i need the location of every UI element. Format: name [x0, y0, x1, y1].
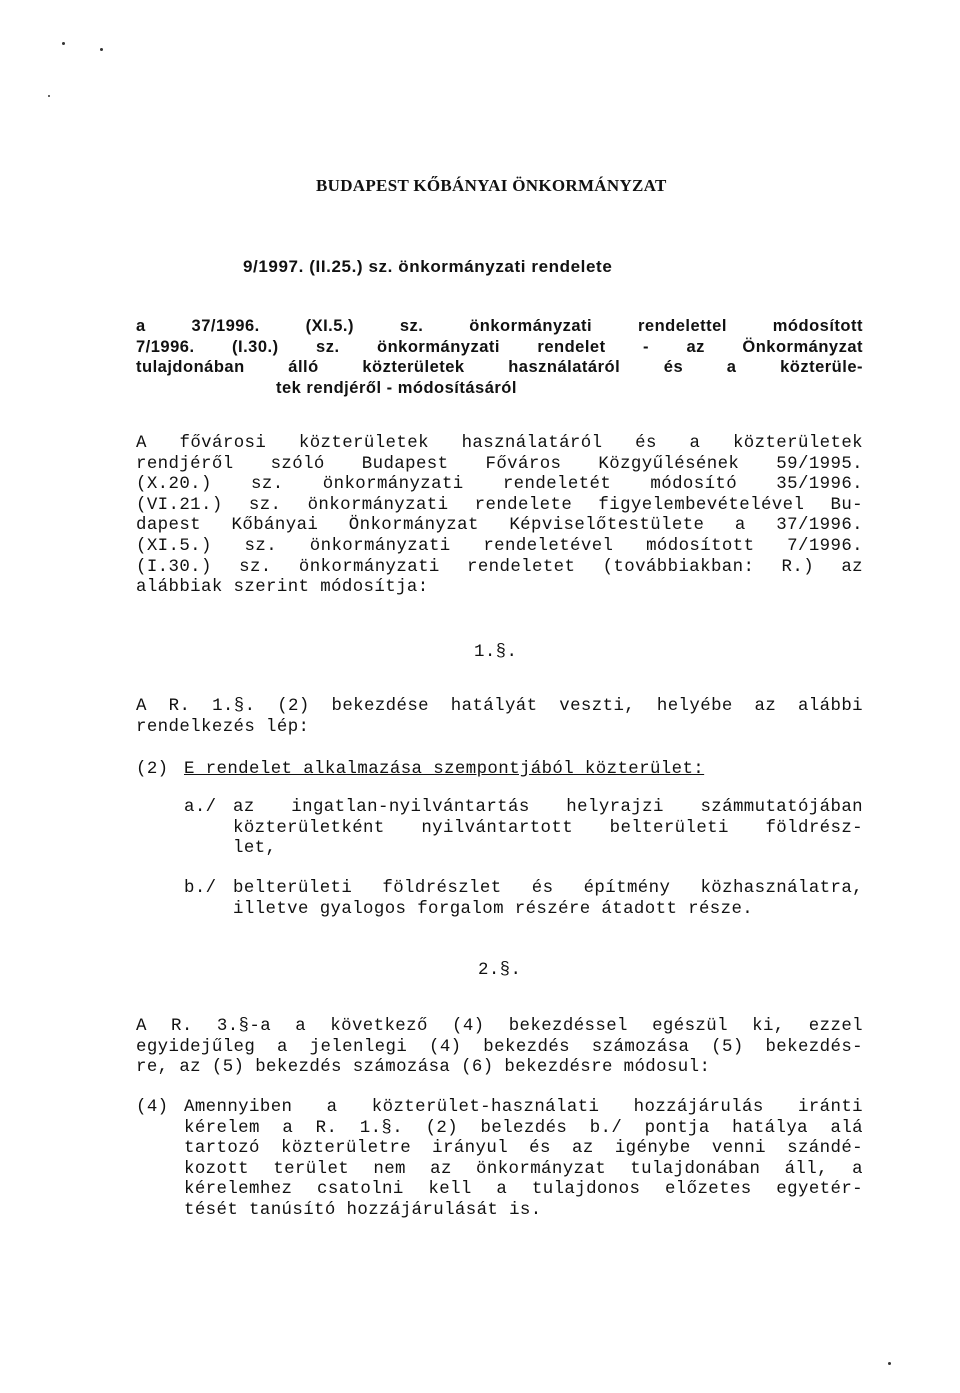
section-2-para-line: kozott terület nem az önkormányzat tulajdonában áll, a	[184, 1159, 863, 1179]
item-a-block	[233, 798, 863, 860]
section-2-para-label: (4)	[136, 1098, 169, 1117]
item-b-block	[233, 879, 863, 920]
section-2-heading: 2.§.	[478, 961, 522, 980]
item-b-line: belterületi földrészlet és építmény közhasználatra,	[233, 879, 863, 898]
subject-line: tulajdonában álló közterületek használatáról és a közterüle-	[136, 358, 863, 377]
preamble-line: (VI.21.) sz. önkormányzati rendelete figyelembevételével Bu-	[136, 495, 863, 515]
section-2-para-block	[184, 1098, 863, 1222]
item-a-line: let,	[233, 839, 277, 859]
section-2-intro-line: egyidejűleg a jelenlegi (4) bekezdés számozása (5) bekezdés-	[136, 1037, 863, 1057]
item-b-label: b./	[184, 879, 217, 898]
item-a-line: az ingatlan-nyilvántartás helyrajzi számmutatójában	[233, 798, 863, 817]
section-2-para-line: tartozó közterületre irányul és az igénybe venni szándé-	[184, 1139, 863, 1159]
section-2-para-line: tését tanúsító hozzájárulását is.	[184, 1200, 542, 1220]
section-1-intro-line: rendelkezés lép:	[136, 717, 310, 737]
preamble-line: (I.30.) sz. önkormányzati rendeletet (továbbiakban: R.) az	[136, 557, 863, 577]
subject-line: a 37/1996. (XI.5.) sz. önkormányzati rendelettel módosított	[136, 317, 863, 335]
subject-line: tek rendjéről - módosításáról	[276, 378, 517, 397]
preamble-line: A fővárosi közterületek használatáról és a közterületek	[136, 434, 863, 453]
section-1-para-label: (2)	[136, 760, 169, 779]
item-b-line: illetve gyalogos forgalom részére átadott része.	[233, 899, 754, 919]
section-2-intro-line: re, az (5) bekezdés számozása (6) bekezdésre módosul:	[136, 1058, 711, 1078]
org-title: BUDAPEST KŐBÁNYAI ÖNKORMÁNYZAT	[316, 176, 667, 195]
item-a-line: közterületként nyilvántartott belterületi földrész-	[233, 818, 863, 838]
preamble-line: (XI.5.) sz. önkormányzati rendeletével módosított 7/1996.	[136, 536, 863, 556]
scan-speck	[100, 48, 103, 51]
section-2-intro	[136, 1017, 863, 1079]
section-2-intro-line: A R. 3.§-a a következő (4) bekezdéssel egészül ki, ezzel	[136, 1017, 863, 1036]
section-1-intro-line: A R. 1.§. (2) bekezdése hatályát veszti, helyébe az alábbi	[136, 697, 863, 716]
preamble-line: alábbiak szerint módosítja:	[136, 578, 429, 598]
subject-line: 7/1996. (I.30.) sz. önkormányzati rendelet - az Önkormányzat	[136, 337, 863, 356]
preamble-block	[136, 434, 863, 599]
subject-block	[136, 316, 863, 398]
preamble-line: (X.20.) sz. önkormányzati rendeletét módosító 35/1996.	[136, 475, 863, 495]
section-1-heading: 1.§.	[474, 643, 518, 662]
section-1-intro	[136, 697, 863, 738]
preamble-line: dapest Kőbányai Önkormányzat Képviselőtestülete a 37/1996.	[136, 516, 863, 536]
scan-speck	[888, 1362, 891, 1365]
decree-title: 9/1997. (II.25.) sz. önkormányzati rendelete	[243, 257, 613, 276]
item-a-label: a./	[184, 798, 217, 817]
section-1-para-text: E rendelet alkalmazása szempontjából közterület:	[184, 760, 705, 779]
scan-speck	[48, 95, 50, 97]
section-2-para-line: Amennyiben a közterület-használati hozzájárulás iránti	[184, 1098, 863, 1117]
section-2-para-line: kérelem a R. 1.§. (2) belezdés b./ pontja hatálya alá	[184, 1118, 863, 1138]
preamble-line: rendjéről szóló Budapest Főváros Közgyűlésének 59/1995.	[136, 454, 863, 474]
section-2-para-line: kérelemhez csatolni kell a tulajdonos előzetes egyetér-	[184, 1180, 863, 1200]
scan-speck	[62, 42, 65, 45]
